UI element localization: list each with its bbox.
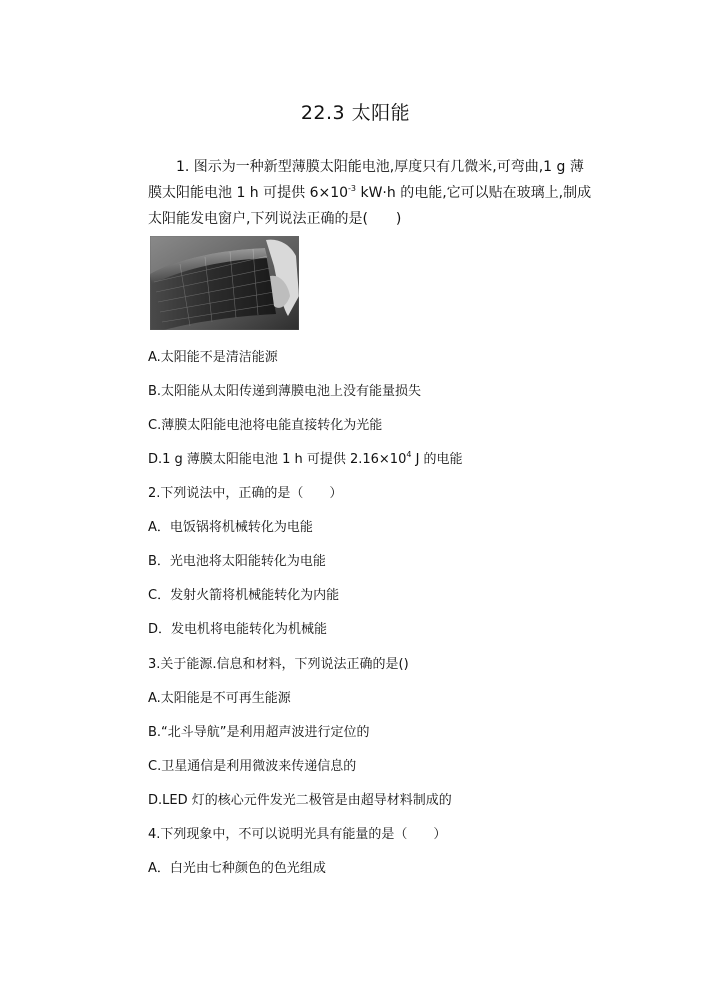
q2-option-a: A．电饭锅将机械转化为电能 bbox=[148, 520, 313, 535]
q3-option-c: C.卫星通信是利用微波来传递信息的 bbox=[148, 759, 357, 774]
page-title: 22.3 太阳能 bbox=[300, 102, 411, 124]
q1-exponent: -3 bbox=[348, 184, 357, 193]
question-4-stem: 4.下列现象中，不可以说明光具有能量的是（ ） bbox=[148, 827, 447, 842]
q1-option-d-text-a: D.1 g 薄膜太阳能电池 1 h 可提供 2.16×10 bbox=[148, 452, 407, 467]
q2-option-c: C．发射火箭将机械能转化为内能 bbox=[148, 588, 340, 603]
q3-option-a: A.太阳能是不可再生能源 bbox=[148, 691, 291, 706]
solar-panel-photo bbox=[150, 236, 299, 330]
q2-option-b: B．光电池将太阳能转化为电能 bbox=[148, 554, 326, 569]
question-2-stem: 2.下列说法中，正确的是（ ） bbox=[148, 486, 343, 501]
q4-option-a: A．白光由七种颜色的色光组成 bbox=[148, 861, 326, 876]
q2-option-d: D．发电机将电能转化为机械能 bbox=[148, 622, 328, 637]
q3-option-d: D.LED 灯的核心元件发光二极管是由超导材料制成的 bbox=[148, 793, 452, 808]
q1-text-b: kW·h 的电能,它可以贴在玻璃上,制成太阳能发电窗户,下列说法正确的是( ) bbox=[148, 185, 592, 227]
q1-option-d-exponent: 4 bbox=[406, 450, 412, 459]
question-3-stem: 3.关于能源.信息和材料，下列说法正确的是() bbox=[148, 657, 409, 672]
q1-option-a: A.太阳能不是清洁能源 bbox=[148, 350, 278, 365]
q1-option-d-text-b: J 的电能 bbox=[411, 452, 463, 467]
question-1-stem bbox=[148, 154, 593, 232]
q3-option-b: B.“北斗导航”是利用超声波进行定位的 bbox=[148, 725, 370, 740]
q1-option-c: C.薄膜太阳能电池将电能直接转化为光能 bbox=[148, 418, 383, 433]
q1-text-a: 1. 图示为一种新型薄膜太阳能电池,厚度只有几微米,可弯曲,1 g 薄膜太阳能电池 1 h 可提供 6×10 bbox=[148, 159, 584, 201]
q1-option-d bbox=[148, 448, 463, 467]
q1-option-b: B.太阳能从太阳传递到薄膜电池上没有能量损失 bbox=[148, 384, 422, 399]
